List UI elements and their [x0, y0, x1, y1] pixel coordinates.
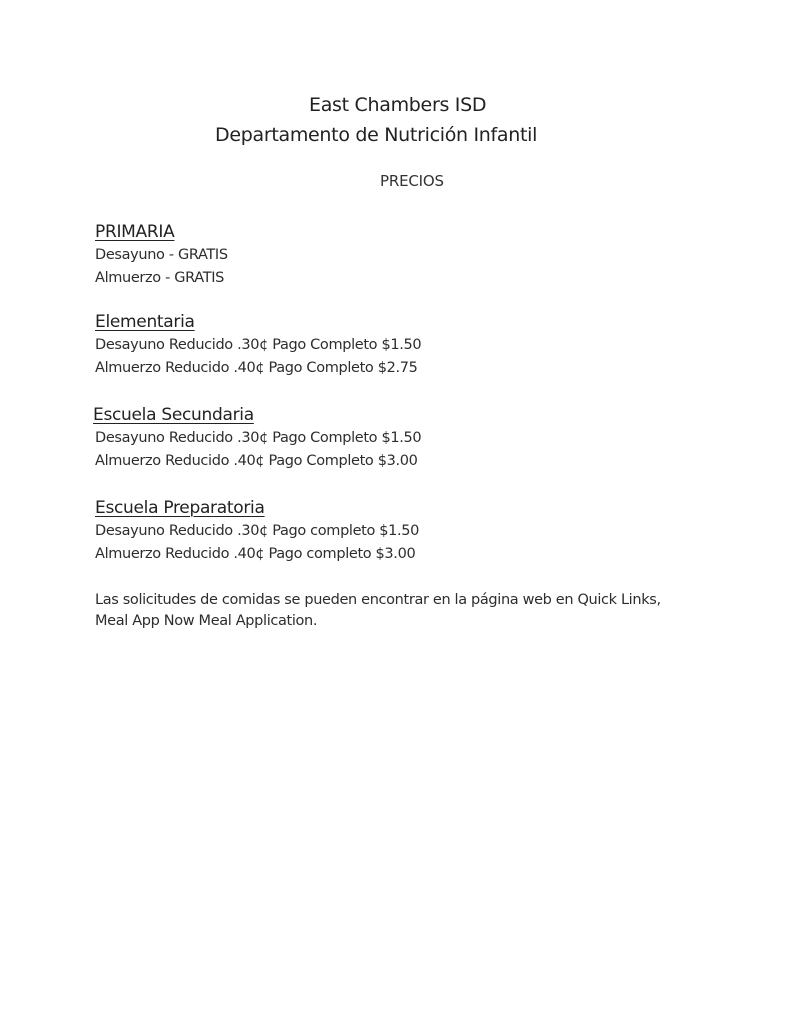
section-escuela-secundaria [93, 405, 421, 473]
prices-heading: PRECIOS [380, 172, 444, 190]
department-title: Departamento de Nutrición Infantil [215, 124, 538, 146]
section-heading: Escuela Secundaria [93, 405, 254, 425]
price-line-lunch: Almuerzo Reducido .40¢ Pago Completo $2.75 [95, 360, 418, 376]
section-elementaria [95, 312, 421, 380]
price-line-lunch: Almuerzo - GRATIS [95, 270, 224, 286]
price-line-breakfast: Desayuno - GRATIS [95, 247, 228, 263]
section-heading: Escuela Preparatoria [95, 498, 265, 518]
section-heading: Elementaria [95, 312, 195, 332]
section-primaria [95, 222, 228, 290]
section-escuela-preparatoria [95, 498, 419, 566]
price-line-breakfast: Desayuno Reducido .30¢ Pago Completo $1.50 [95, 430, 422, 446]
section-heading: PRIMARIA [95, 222, 175, 242]
document-title: East Chambers ISD [309, 94, 487, 116]
meal-application-note: Las solicitudes de comidas se pueden encontrar en la página web en Quick Links, Meal App Now Meal Application. [95, 592, 661, 629]
price-line-breakfast: Desayuno Reducido .30¢ Pago completo $1.50 [95, 523, 420, 539]
price-line-lunch: Almuerzo Reducido .40¢ Pago completo $3.00 [95, 546, 416, 562]
price-line-breakfast: Desayuno Reducido .30¢ Pago Completo $1.50 [95, 337, 422, 353]
price-line-lunch: Almuerzo Reducido .40¢ Pago Completo $3.00 [95, 453, 418, 469]
